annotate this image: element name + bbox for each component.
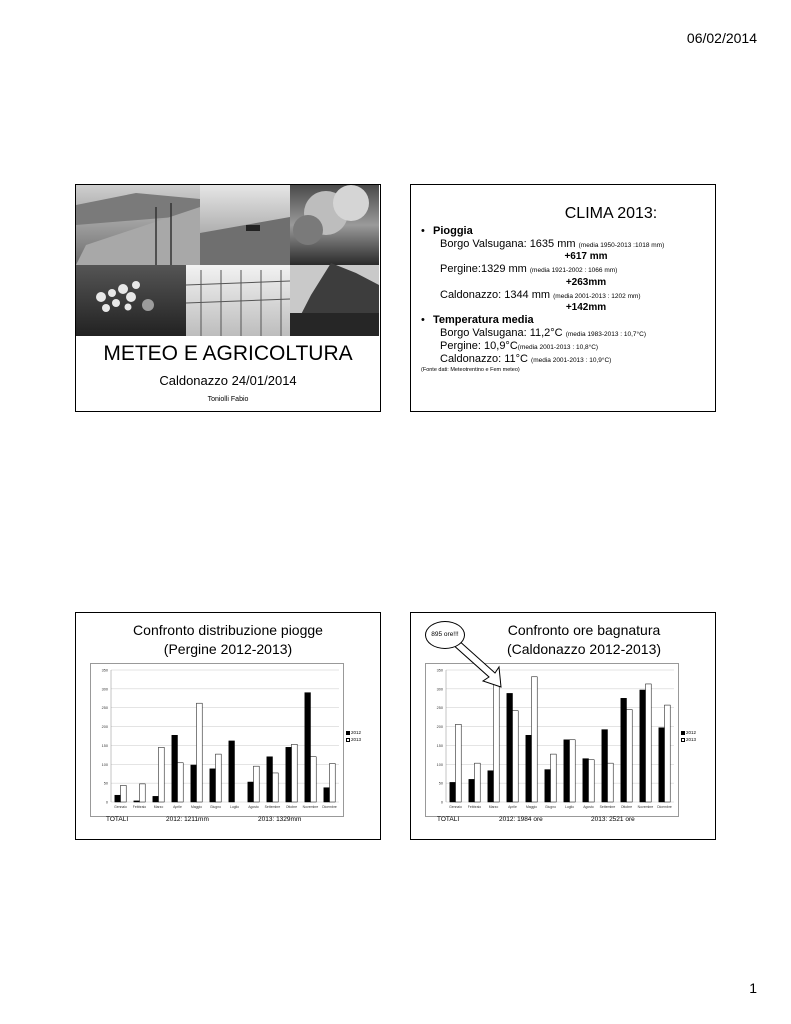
callout-bubble: 895 ore!!! [425,621,465,649]
bar-2013 [646,684,652,802]
bar-2012 [450,782,456,802]
x-tick-label: Agosto [248,805,259,809]
bar-2012 [210,769,216,802]
x-tick-label: Luglio [564,805,575,809]
bar-2012 [583,759,589,802]
bar-2013 [608,763,614,802]
slide-clima [410,184,716,412]
bar-2012 [191,765,197,802]
chart-title [451,621,716,659]
presentation-subtitle: Caldonazzo 24/01/2014 [159,373,297,388]
bar-2013 [551,754,557,802]
bar-2013 [570,740,576,802]
x-tick-label: Ottobre [620,805,633,809]
x-tick-label: Settembre [599,805,616,809]
clima-title: CLIMA 2013: [564,205,658,222]
presentation-title: METEO E AGRICOLTURA [103,342,353,365]
bar-2013 [254,766,260,802]
totals-label: TOTALI [437,816,460,823]
x-tick-label: Settembre [264,805,281,809]
x-tick-label: Gennaio [449,805,462,809]
y-tick-label: 350 [436,668,443,673]
rain-delta: +263mm [565,276,607,288]
wetness-bar-chart [426,664,678,816]
bar-2013 [456,724,462,802]
bar-2012 [267,757,273,802]
x-tick-label: Febbraio [132,805,147,809]
bar-2012 [229,741,235,802]
bar-2012 [488,771,494,802]
bar-2012 [134,801,140,802]
bar-2013 [627,710,633,802]
bar-2013 [121,785,127,802]
rain-item: Pergine:1329 mm (media 1921-2002 : 1066 mm) [440,263,618,276]
bar-2012 [621,698,627,802]
bar-2013 [513,711,519,802]
chart-title-line2: (Caldonazzo 2012-2013) [506,640,662,657]
page-number: 1 [749,980,757,996]
bar-2012 [526,735,532,802]
bar-2012 [507,693,513,802]
rain-delta: +617 mm [564,251,608,263]
x-tick-label: Maggio [525,805,538,809]
y-tick-label: 0 [105,800,108,805]
bar-2013 [273,773,279,802]
y-tick-label: 200 [101,725,108,730]
bar-2012 [172,735,178,802]
total-2013: 2013: 1329mm [258,816,302,823]
x-tick-label: Dicembre [322,805,337,809]
x-tick-label: Novembre [637,805,654,809]
page-date: 06/02/2014 [686,30,757,46]
bar-2012 [153,796,159,802]
temp-heading: • Temperatura media [421,314,711,327]
totals-label: TOTALI [106,816,129,823]
bar-2012 [115,795,121,802]
bar-2013 [665,705,671,802]
chart-legend [681,729,696,743]
bar-2013 [140,784,146,802]
x-tick-label: Febbraio [467,805,482,809]
y-tick-label: 200 [436,725,443,730]
bar-2013 [197,703,203,802]
legend-item-2013: 2013 [681,736,696,743]
x-tick-label: Giugno [210,805,221,809]
bar-2013 [216,754,222,802]
slide-piogge-chart [75,612,381,840]
bar-2012 [248,782,254,802]
chart-title-line1: Confronto ore bagnatura [507,622,661,638]
bar-2013 [494,681,500,802]
rain-item: Caldonazzo: 1344 mm (media 2001-2013 : 1202 mm) [440,288,641,301]
rain-heading: • Pioggia [421,225,711,238]
bar-2012 [469,779,475,802]
temp-item: Borgo Valsugana: 11,2°C (media 1983-2013 : 10,7°C) [440,326,646,339]
slide-title [75,184,381,412]
chart-legend [346,729,361,743]
y-tick-label: 250 [436,706,443,711]
bar-2013 [330,764,336,802]
y-tick-label: 50 [438,781,443,786]
rain-delta: +142mm [565,301,607,313]
chart-title-line1: Confronto distribuzione piogge [133,622,323,638]
collage-image [76,185,379,336]
rain-item: Borgo Valsugana: 1635 mm (media 1950-2013 :1018 mm) [440,238,665,251]
bar-2012 [286,747,292,802]
x-tick-label: Ottobre [285,805,298,809]
x-tick-label: Giugno [545,805,556,809]
temp-item: Caldonazzo: 11°C (media 2001-2013 : 10,9°C) [440,353,612,366]
bar-2012 [640,690,646,802]
y-tick-label: 150 [101,743,108,748]
x-tick-label: Luglio [229,805,240,809]
temp-item: Pergine: 10,9°C(media 2001-2013 : 10,8°C) [440,340,599,353]
presentation-author: Toniolli Fabio [207,396,249,403]
total-2012: 2012: 1211mm [166,816,209,823]
bar-2012 [324,788,330,802]
chart-area [90,663,344,817]
chart-title [76,621,380,659]
y-tick-label: 250 [101,706,108,711]
x-tick-label: Dicembre [657,805,672,809]
x-tick-label: Gennaio [114,805,127,809]
data-source: (Fonte dati: Meteotrentino e Fem meteo) [421,366,520,373]
bar-2013 [532,677,538,802]
chart-area [425,663,679,817]
bar-2013 [589,760,595,802]
legend-item-2013: 2013 [346,736,361,743]
x-tick-label: Aprile [173,805,182,809]
bar-2013 [311,757,317,802]
slide-bagnatura-chart [410,612,716,840]
bar-2012 [564,740,570,802]
bar-2013 [475,763,481,802]
y-tick-label: 300 [101,687,108,692]
total-2013: 2013: 2521 ore [591,816,635,823]
rain-bar-chart [91,664,343,816]
bar-2012 [305,693,311,802]
x-tick-label: Novembre [302,805,319,809]
y-tick-label: 300 [436,687,443,692]
y-tick-label: 0 [440,800,443,805]
bar-2012 [659,728,665,802]
chart-title-line2: (Pergine 2012-2013) [163,640,293,657]
bar-2013 [159,747,165,802]
x-tick-label: Aprile [508,805,517,809]
legend-item-2012: 2012 [681,729,696,736]
legend-item-2012: 2012 [346,729,361,736]
photo-collage [76,185,379,336]
x-tick-label: Maggio [190,805,203,809]
y-tick-label: 100 [101,762,108,767]
y-tick-label: 150 [436,743,443,748]
total-2012: 2012: 1984 ore [499,816,543,823]
x-tick-label: Marzo [488,805,499,809]
y-tick-label: 50 [103,781,108,786]
bar-2013 [292,744,298,802]
x-tick-label: Marzo [153,805,164,809]
x-tick-label: Agosto [583,805,594,809]
bar-2013 [178,763,184,802]
clima-body [421,225,711,373]
y-tick-label: 350 [101,668,108,673]
bar-2012 [545,770,551,802]
bar-2012 [602,730,608,802]
y-tick-label: 100 [436,762,443,767]
